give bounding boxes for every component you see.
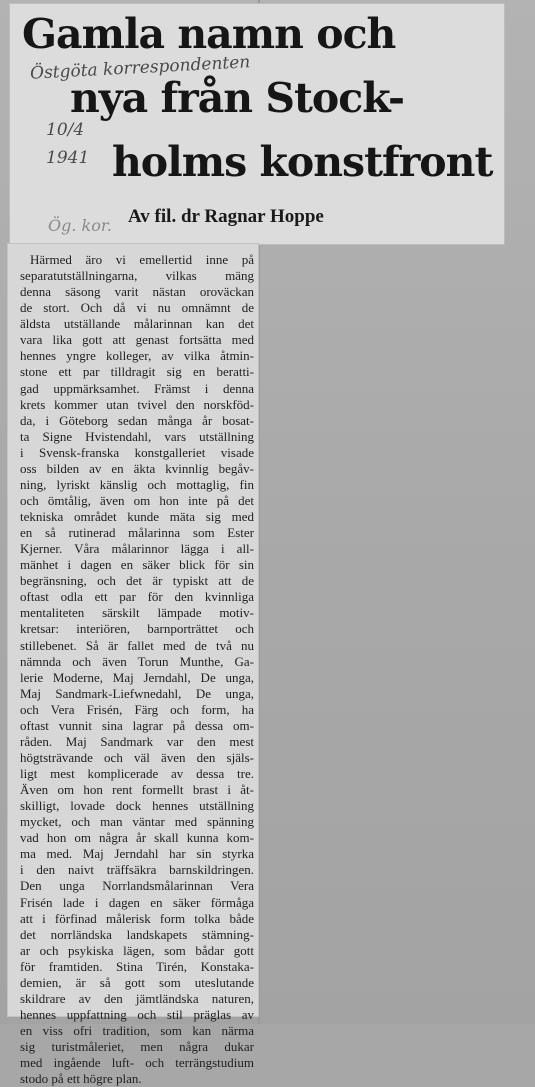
article-line: ning, lyriskt känslig och mottaglig, fin [20, 476, 254, 492]
article-line: Även om hon rent formellt brast i åt- [20, 782, 254, 798]
article-line: demien, är så gott som uteslutande [20, 974, 254, 990]
handwritten-date-year: 1941 [46, 148, 90, 168]
article-line: stone ett par tilldragit sig en beratti- [20, 364, 254, 380]
article-line: i Svensk-franska konstgalleriet visade [20, 444, 254, 460]
article-line: vara lika gott att genast fortsätta med [20, 332, 254, 348]
article-line: denna säsong varit nästan oroväckan [20, 284, 254, 300]
article-line: och Vera Frisén, Färg och form, ha [20, 701, 254, 717]
article-line: det norrländska landskapets stämning- [20, 926, 254, 942]
article-line: Frisén lade i dagen en säker förmåga [20, 894, 254, 910]
article-line: att i förfinad målerisk form tolka både [20, 910, 254, 926]
article-line: äldsta utställande målarinnan kan det [20, 316, 254, 332]
article-line: gad uppmärksamhet. Främst i denna [20, 380, 254, 396]
article-line: skildrare av den jämtländska naturen, [20, 990, 254, 1006]
article-line: nämnda och även Torun Munthe, Ga- [20, 653, 254, 669]
headline-line-2: nya från Stock- [70, 74, 404, 122]
byline: Av fil. dr Ragnar Hoppe [128, 206, 324, 227]
article-line: Den unga Norrlandsmålarinnan Vera [20, 878, 254, 894]
article-line: ta Signe Hvistendahl, vars utställning [20, 428, 254, 444]
article-line: råden. Maj Sandmark var den mest [20, 733, 254, 749]
article-line: med ingående luft- och terrängstudium [20, 1055, 254, 1071]
article-line: mänhet i dagen en säker blick för sin [20, 557, 254, 573]
article-line: de stort. Och då vi nu omnämnt de [20, 300, 254, 316]
handwritten-note: Ög. kor. [48, 216, 112, 235]
article-line: en så rutinerad målarinna som Ester [20, 525, 254, 541]
article-line: oftast odla ett par för den kvinnliga [20, 589, 254, 605]
article-line: ligt mest komplicerade av dessa tre. [20, 766, 254, 781]
article-line: da, i Göteborg sedan många år bosat- [20, 412, 254, 428]
article-line: oss bilden av en äkta kvinnlig begåv- [20, 460, 254, 476]
article-line: hennes yngre kolleger, av vilka åtmin- [20, 348, 254, 364]
article-line: skilligt, lovade dock hennes utställning [20, 798, 254, 814]
article-line: stodo på ett högre plan. [20, 1071, 142, 1087]
headline-line-1: Gamla namn och [22, 10, 396, 58]
handwritten-date-day: 10/4 [46, 120, 85, 140]
article-line: Kjerner. Våra målarinnor lägga i all- [20, 541, 254, 557]
handwritten-source: Östgöta korrespondenten [29, 52, 251, 84]
article-line: och ömtålig, även om hon inte på det [20, 492, 254, 508]
article-line: sig turistmåleriet, men några dukar [20, 1039, 254, 1055]
article-line: lerie Moderne, Maj Jerndahl, De unga, [20, 669, 254, 685]
article-line: en viss ofri tradition, som kan närma [20, 1023, 254, 1038]
article-line: separatutställningarna, vilkas mäng [20, 268, 254, 284]
article-line: Maj Sandmark-Liefwnedahl, De unga, [20, 685, 254, 701]
article-line: Härmed äro vi emellertid inne på [30, 252, 254, 267]
article-line: mycket, och man väntar med spänning [20, 814, 254, 830]
article-line: krets kommer utan tvivel den norskföd- [20, 396, 254, 412]
article-line: begränsning, och det är typiskt att de [20, 573, 254, 589]
article-line: hennes uppfattning och stil präglas av [20, 1006, 254, 1022]
article-line: tekniska området kunde mäta sig med [20, 509, 254, 524]
article-line: kretsar: interiören, barnporträttet och [20, 621, 254, 637]
article-line: för framtiden. Stina Tirén, Konstaka- [20, 958, 254, 974]
article-line: vad hon om några år skall kunna kom- [20, 830, 254, 846]
article-line: oftast vunnit sina lagrar på dessa om- [20, 717, 254, 733]
article-line: i den naivt träffsäkra barnskildringen. [20, 862, 254, 878]
headline-line-3: holms konstfront [112, 138, 493, 186]
article-line: mentaliteten särskilt lämpade motiv- [20, 605, 254, 621]
article-text [8, 252, 258, 1087]
article-line: ar och psykiska lägen, som bådar gott [20, 942, 254, 958]
article-column [8, 244, 258, 1087]
article-line: högtsträvande och väl även den själs- [20, 749, 254, 765]
article-line: stillebenet. Så är fallet med de två nu [20, 637, 254, 653]
article-line: ma med. Maj Jerndahl har sin styrka [20, 846, 254, 862]
